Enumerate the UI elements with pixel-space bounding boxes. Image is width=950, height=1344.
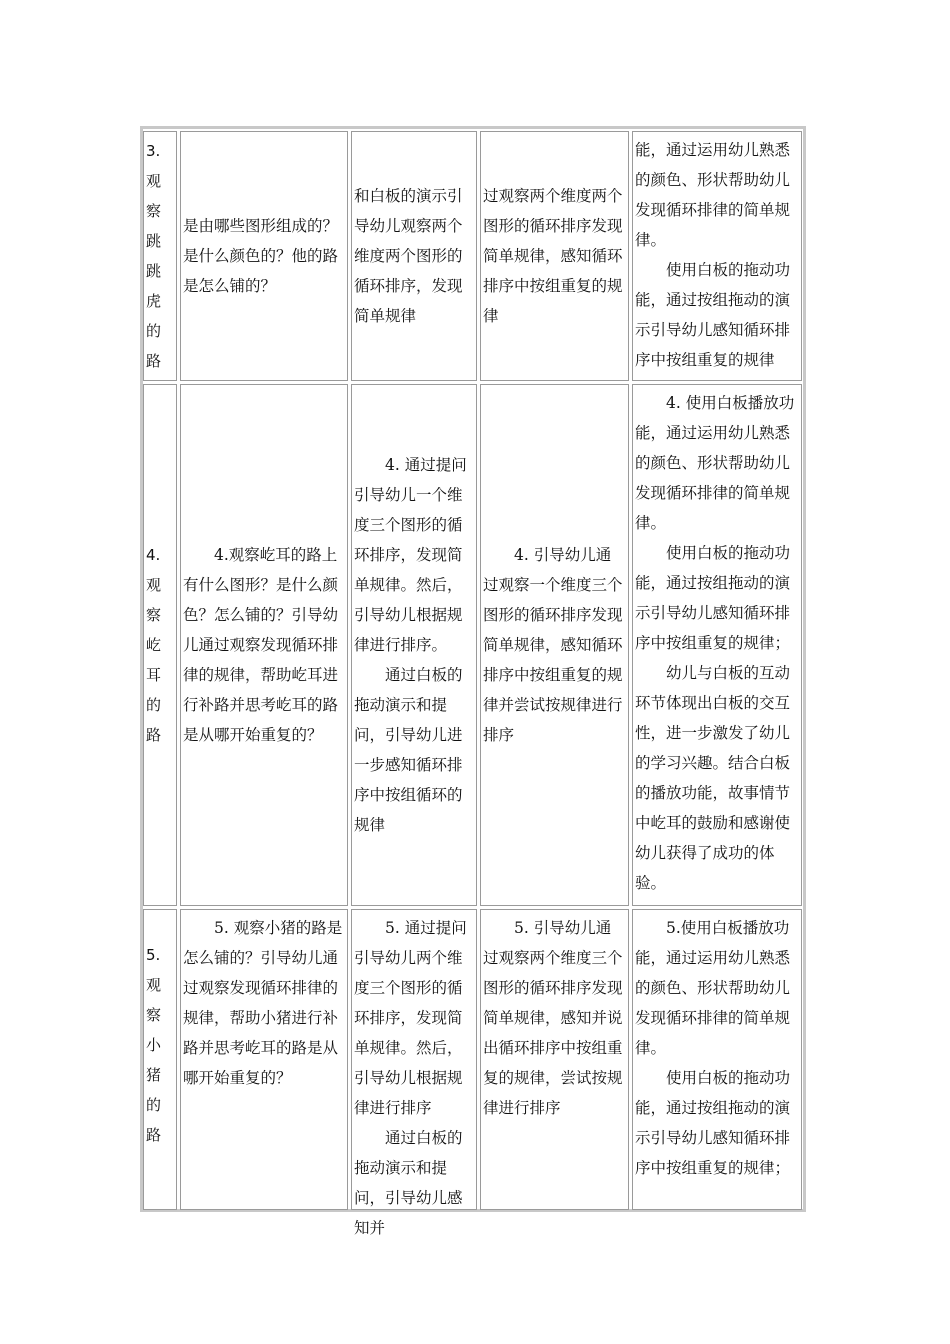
teacher-text: 5. 通过提问引导幼儿两个维度三个图形的循环排序，发现简单规律。然后，引导幼儿根据规律进行排序	[354, 919, 467, 1117]
teacher-text: 通过白板的拖动演示和提问，引导幼儿感知并	[354, 1129, 463, 1237]
teacher-cell	[351, 384, 477, 906]
child-text: 5. 引导幼儿通过观察两个维度三个图形的循环排序发现简单规律，感知并说出循环排序中按组重复的规律，尝试按规律进行排序	[483, 919, 623, 1117]
teacher-text: 通过白板的拖动演示和提问，引导幼儿进一步感知循环排序中按组循环的规律	[354, 666, 463, 834]
child-text: 过观察两个维度两个图形的循环排序发现简单规律，感知循环排序中按组重复的规律	[483, 187, 623, 325]
child-cell	[480, 384, 629, 906]
whiteboard-cell	[632, 131, 802, 381]
whiteboard-text: 使用白板的拖动功能，通过按组拖动的演示引导幼儿感知循环排序中按组重复的规律；	[635, 544, 791, 652]
whiteboard-cell	[632, 909, 802, 1210]
whiteboard-text: 能，通过运用幼儿熟悉的颜色、形状帮助幼儿发现循环排律的简单规律。	[635, 141, 791, 249]
row-label-cell	[143, 131, 177, 381]
child-cell	[480, 131, 629, 381]
child-text: 4. 引导幼儿通过观察一个维度三个图形的循环排序发现简单规律，感知循环排序中按组重复的规律并尝试按规律进行排序	[483, 546, 623, 744]
row-label-cell	[143, 909, 177, 1210]
question-cell	[180, 384, 348, 906]
table-row	[143, 131, 803, 381]
whiteboard-text: 4. 使用白板播放功能，通过运用幼儿熟悉的颜色、形状帮助幼儿发现循环排律的简单规律。	[635, 394, 795, 532]
question-text: 是由哪些图形组成的？是什么颜色的？他的路是怎么铺的？	[183, 217, 339, 295]
whiteboard-text: 5.使用白板播放功能，通过运用幼儿熟悉的颜色、形状帮助幼儿发现循环排律的简单规律。	[635, 919, 791, 1057]
row-label: 4.观察屹耳的路	[146, 546, 162, 744]
whiteboard-text: 幼儿与白板的互动环节体现出白板的交互性，进一步激发了幼儿的学习兴趣。结合白板的播放功能，故事情节中屹耳的鼓励和感谢使幼儿获得了成功的体验。	[635, 664, 791, 892]
question-cell	[180, 131, 348, 381]
question-text: 4.观察屹耳的路上有什么图形？是什么颜色？怎么铺的？引导幼儿通过观察发现循环排律的规律，帮助屹耳进行补路并思考屹耳的路是从哪开始重复的？	[183, 546, 339, 744]
question-cell	[180, 909, 348, 1210]
whiteboard-cell	[632, 384, 802, 906]
child-cell	[480, 909, 629, 1210]
table-row	[143, 384, 803, 906]
teacher-text: 和白板的演示引导幼儿观察两个维度两个图形的循环排序，发现简单规律	[354, 187, 463, 325]
row-label-cell	[143, 384, 177, 906]
teacher-cell	[351, 131, 477, 381]
teacher-cell	[351, 909, 477, 1237]
whiteboard-text: 使用白板的拖动功能，通过按组拖动的演示引导幼儿感知循环排序中按组重复的规律	[635, 261, 791, 369]
question-text: 5. 观察小猪的路是怎么铺的？引导幼儿通过观察发现循环排律的规律，帮助小猪进行补路并思考屹耳的路是从哪开始重复的？	[183, 919, 343, 1087]
whiteboard-text: 使用白板的拖动功能，通过按组拖动的演示引导幼儿感知循环排序中按组重复的规律；	[635, 1069, 791, 1177]
teacher-text: 4. 通过提问引导幼儿一个维度三个图形的循环排序，发现简单规律。然后，引导幼儿根据规律进行排序。	[354, 456, 467, 654]
lesson-table	[140, 126, 806, 1237]
table-row	[143, 909, 803, 1237]
row-label: 3.观察跳跳虎的路	[146, 142, 162, 370]
row-label: 5.观察小猪的路	[146, 946, 162, 1144]
